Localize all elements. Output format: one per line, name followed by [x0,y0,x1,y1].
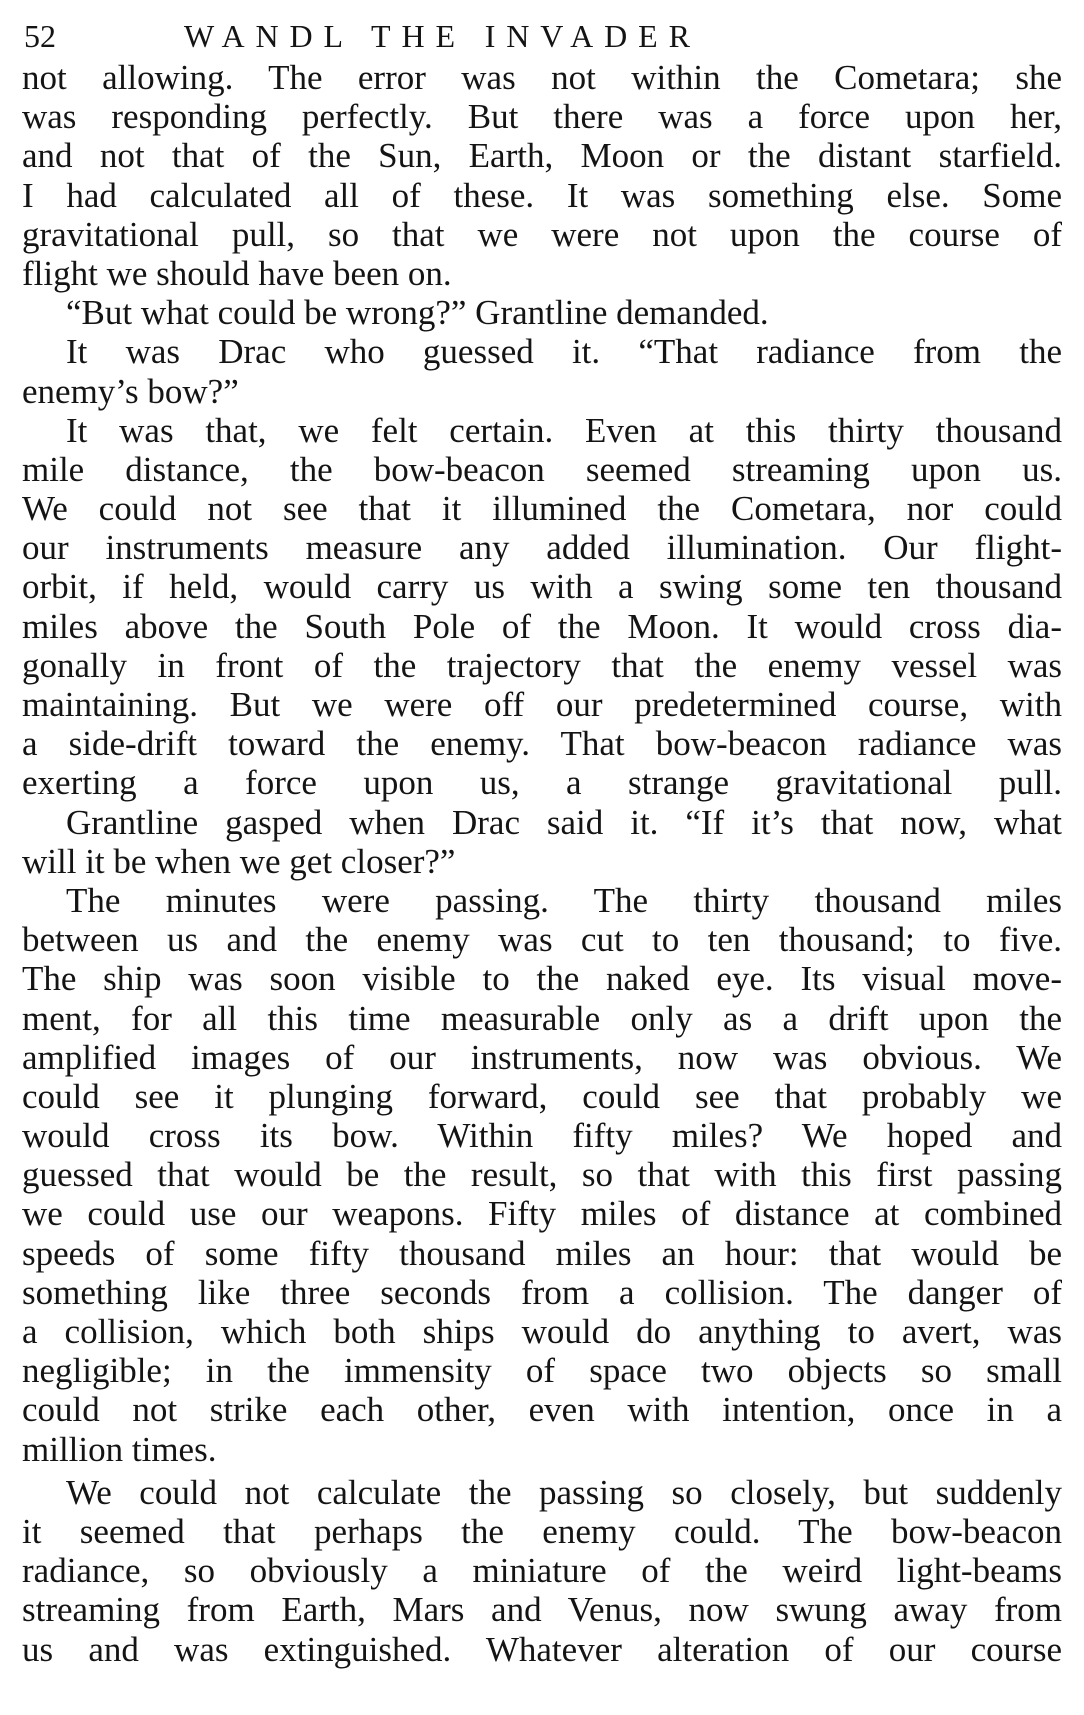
text-line: something like three seconds from a collision. The danger of [22,1272,1062,1312]
text-line: guessed that would be the result, so that with this first passing [22,1155,1062,1195]
text-line: maintaining. But we were off our predetermined course, with [22,685,1062,724]
text-line: we could use our weapons. Fifty miles of distance at combined [22,1194,1062,1234]
text-line: speeds of some fifty thousand miles an hour: that would be [22,1233,1062,1273]
text-line: mile distance, the bow-beacon seemed streaming upon us. [22,449,1062,489]
text-line: our instruments measure any added illumination. Our flight- [22,528,1062,568]
text-line: miles above the South Pole of the Moon. It would cross dia- [22,606,1062,646]
text-line: amplified images of our instruments, now was obvious. We [22,1037,1062,1077]
book-page [22,14,1062,1669]
page-header [22,14,1062,58]
text-line: The minutes were passing. The thirty thousand miles [66,880,1062,920]
text-line: orbit, if held, would carry us with a swing some ten thousand [22,567,1062,607]
text-line: flight we should have been on. [22,253,452,293]
text-line: a side-drift toward the enemy. That bow-beacon radiance was [22,724,1062,764]
text-line: gravitational pull, so that we were not upon the course of [22,214,1062,254]
running-title: WANDL THE INVADER [184,18,701,54]
text-line: Grantline gasped when Drac said it. “If it’s that now, what [66,802,1062,842]
text-line: streaming from Earth, Mars and Venus, now swung away from [22,1590,1062,1630]
text-line: We could not see that it illumined the Cometara, nor could [22,489,1062,529]
text-line: million times. [22,1429,217,1469]
text-line: would cross its bow. Within fifty miles? We hoped and [22,1116,1062,1156]
text-line: ment, for all this time measurable only as a drift upon the [22,998,1062,1038]
text-line: gonally in front of the trajectory that the enemy vessel was [22,645,1062,685]
text-line: could not strike each other, even with intention, once in a [22,1390,1062,1430]
text-line: was responding perfectly. But there was a force upon her, [22,97,1062,137]
text-line: It was Drac who guessed it. “That radiance from the [66,332,1062,372]
text-line: It was that, we felt certain. Even at this thirty thousand [66,410,1062,450]
text-line: exerting a force upon us, a strange gravitational pull. [22,763,1062,803]
text-line: radiance, so obviously a miniature of the weird light-beams [22,1551,1062,1591]
text-line: We could not calculate the passing so closely, but suddenly [66,1472,1062,1512]
text-line: The ship was soon visible to the naked eye. Its visual move- [22,959,1062,999]
text-line: could see it plunging forward, could see that probably we [22,1076,1062,1116]
text-line: enemy’s bow?” [22,371,239,411]
body-text [22,58,1062,1669]
text-line: us and was extinguished. Whatever alteration of our course [22,1629,1062,1669]
text-line: and not that of the Sun, Earth, Moon or the distant starfield. [22,136,1062,176]
page-number: 52 [24,18,56,54]
text-line: not allowing. The error was not within the Cometara; she [22,58,1062,97]
text-line: I had calculated all of these. It was something else. Some [22,175,1062,215]
text-line: “But what could be wrong?” Grantline demanded. [66,293,769,333]
text-line: a collision, which both ships would do anything to avert, was [22,1312,1062,1351]
text-line: negligible; in the immensity of space two objects so small [22,1351,1062,1391]
text-line: will it be when we get closer?” [22,841,456,881]
text-line: between us and the enemy was cut to ten thousand; to five. [22,920,1062,960]
text-line: it seemed that perhaps the enemy could. The bow-beacon [22,1511,1062,1551]
